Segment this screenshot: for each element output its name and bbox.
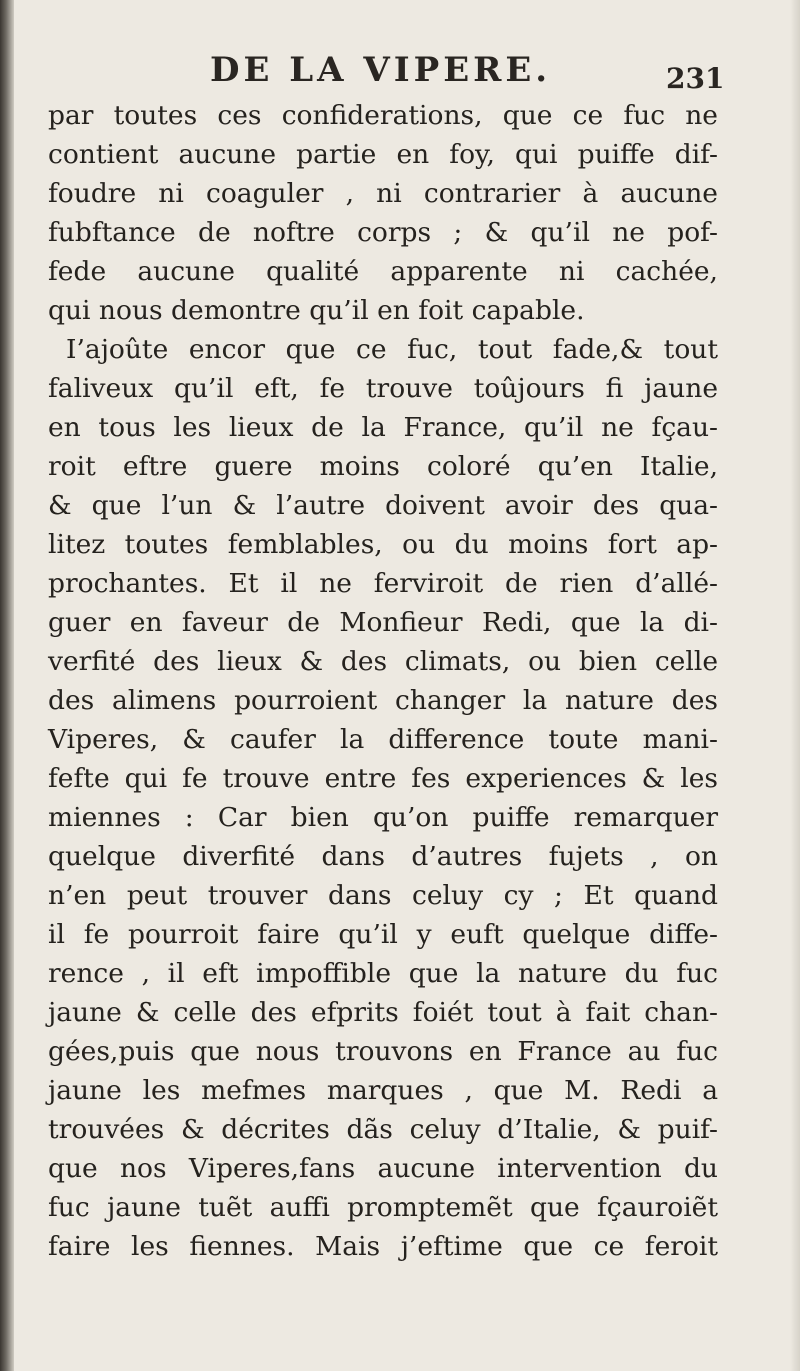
text-line: fubftance de noftre corps ; & qu’il ne pof- bbox=[48, 217, 718, 248]
running-head: DE LA VIPERE. bbox=[210, 50, 552, 90]
text-line: Viperes, & caufer la difference toute mani- bbox=[48, 724, 718, 755]
text-line: quelque diverfité dans d’autres fujets , on bbox=[48, 841, 718, 872]
text-line: guer en faveur de Monfieur Redi, que la di- bbox=[48, 607, 718, 638]
text-line: fefte qui fe trouve entre fes experiences & les bbox=[48, 763, 718, 794]
text-line: contient aucune partie en foy, qui puiffe dif- bbox=[48, 139, 718, 170]
text-line: trouvées & décrites dãs celuy d’Italie, & puif- bbox=[48, 1114, 718, 1145]
text-line: & que l’un & l’autre doivent avoir des qua- bbox=[48, 490, 718, 521]
text-line: par toutes ces confiderations, que ce fuc ne bbox=[48, 100, 718, 131]
text-line: I’ajoûte encor que ce fuc, tout fade,& tout bbox=[66, 334, 718, 365]
text-line: roit eftre guere moins coloré qu’en Italie, bbox=[48, 451, 718, 482]
page-number: 231 bbox=[666, 62, 725, 95]
text-line: verfité des lieux & des climats, ou bien celle bbox=[48, 646, 718, 677]
page-edge bbox=[790, 0, 800, 1371]
body-text bbox=[48, 96, 718, 1266]
text-line: foudre ni coaguler , ni contrarier à aucune bbox=[48, 178, 718, 209]
text-line: fuc jaune tuẽt auffi promptemẽt que fçauroiẽt bbox=[48, 1192, 718, 1223]
text-line: des alimens pourroient changer la nature des bbox=[48, 685, 718, 716]
text-line: gées,puis que nous trouvons en France au fuc bbox=[48, 1036, 718, 1067]
text-line: faliveux qu’il eft, fe trouve toûjours fi jaune bbox=[48, 373, 718, 404]
text-line: faire les fiennes. Mais j’eftime que ce feroit bbox=[48, 1231, 718, 1262]
text-line: miennes : Car bien qu’on puiffe remarquer bbox=[48, 802, 718, 833]
text-line: en tous les lieux de la France, qu’il ne fçau- bbox=[48, 412, 718, 443]
text-line: fede aucune qualité apparente ni cachée, bbox=[48, 256, 718, 287]
text-line: il fe pourroit faire qu’il y euft quelque diffe- bbox=[48, 919, 718, 950]
text-line: rence , il eft impoffible que la nature du fuc bbox=[48, 958, 718, 989]
text-line: jaune les mefmes marques , que M. Redi a bbox=[48, 1075, 718, 1106]
binding-shadow bbox=[0, 0, 14, 1371]
text-line: qui nous demontre qu’il en foit capable. bbox=[48, 295, 585, 326]
text-line: prochantes. Et il ne ferviroit de rien d’allé- bbox=[48, 568, 718, 599]
text-line: que nos Viperes,fans aucune intervention du bbox=[48, 1153, 718, 1184]
text-line: jaune & celle des efprits foiét tout à fait chan- bbox=[48, 997, 718, 1028]
text-line: litez toutes femblables, ou du moins fort ap- bbox=[48, 529, 718, 560]
text-line: n’en peut trouver dans celuy cy ; Et quand bbox=[48, 880, 718, 911]
